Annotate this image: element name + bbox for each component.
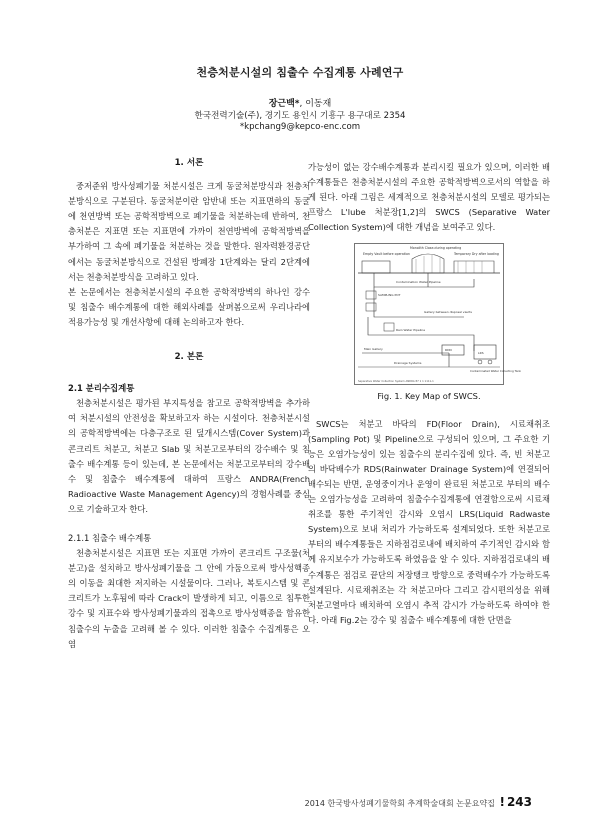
label-drainage: Drainage Systems bbox=[394, 361, 422, 366]
right-column bbox=[308, 160, 550, 628]
label-sampling-pot: SAMPLING POT bbox=[378, 293, 401, 298]
right-paragraph-2: SWCS는 처분고 바닥의 FD(Floor Drain), 시료채취조(Sampling Pot) 및 Pipeline으로 구성되어 있으며, 그 주요한 기능은 오염가능성이 있는 침출수의 분리수집에 있다. 즉, 빈 처분고의 바닥배수가 RDS(Rainwater Drainage System)에 연결되어 배수되는 반면, 운영중이거나 운영이 완료된 처분고로 부터의 배수는 오염가능성을 고려하여 침출수수집계통에 연결함으로써 시료채취조를 통한 주기적인 감시와 오염시 LRS(Liquid Radwaste System)으로 보내 처리가 가능하도록 설계되었다. 또한 처분고로부터의 배수계통들은 지하점검로내에 배치하여 주기적인 감시와 함께 유지보수가 가능하도록 하였음을 알 수 있다. 지하점검로내의 배수계통은 점검로 끝단의 저장탱크 방향으로 중력배수가 가능하도록 설계된다. 시료채취조는 각 처분고마다 그리고 감시편의성을 위해 처분고열마다 배치하여 오염시 추적 감시가 가능하도록 하여야 한다. 아래 Fig.2는 강수 및 침출수 배수계통에 대한 단면을 bbox=[308, 418, 550, 625]
label-collecting-tank: Contaminated Water Collecting Tank bbox=[470, 369, 522, 374]
label-lrs: LRS bbox=[478, 351, 484, 356]
intro-paragraph-1: 중저준위 방사성폐기물 처분시설은 크게 동굴처분방식과 천층처분방식으로 구분된다. 동굴처분이란 암반내 또는 지표면하의 동굴에 천연방벽 또는 공학적방벽으로 폐기물을 처분하는데 반하여, 천층처분은 지표면 또는 지표면에 가까이 천연방벽에 공학적방벽을 부가하여 그 속에 폐기물을 처분하는 것을 말한다. 원자력환경공단에서는 동굴처분방식으로 건설된 방폐장 1단계와는 달리 2단계에서는 천층처분방식을 고려하고 있다. bbox=[68, 181, 310, 282]
swcs-diagram bbox=[354, 243, 522, 385]
footer-text: 2014 한국방사성폐기물학회 추계학술대회 논문요약집 bbox=[304, 799, 498, 808]
label-rdn: RDN bbox=[445, 348, 452, 353]
label-temporary-dry: Temporary Dry after loading bbox=[454, 252, 499, 257]
subsection-heading-2-1: 2.1 분리수집계통 bbox=[68, 383, 135, 394]
left-column bbox=[68, 150, 310, 652]
section-heading-intro: 1. 서론 bbox=[174, 158, 204, 168]
label-gallery: Gallery between disposal vaults bbox=[424, 310, 472, 315]
figure-caption: Fig. 1. Key Map of SWCS. bbox=[377, 391, 481, 402]
label-main-gallery: Main Gallery bbox=[364, 347, 383, 352]
subsection-2-1-1-paragraph: 천층처분시설은 지표면 또는 지표면 가까이 콘크리트 구조물(처분고)을 설치하고 방사성폐기물을 그 안에 가둠으로써 방사성핵종의 이동을 최대한 저지하는 시설물이다. 그러나, 복토시스템 및 콘크리트가 노후됨에 따라 Crack이 발생하게 되고, 이틈으로 침투한 강수 및 지표수와 방사성폐기물과의 접촉으로 방사성핵종을 함유한 침출수의 누출을 고려해 볼 수 있다. 이러한 침출수 수집계통은 오염 bbox=[68, 548, 310, 649]
paper-title: 천층처분시설의 침출수 수집계통 사례연구 bbox=[196, 66, 404, 79]
intro-paragraph-2: 본 논문에서는 천층처분시설의 주요한 공학적방벽의 하나인 강수 및 침출수 배수계통에 대한 해외사례를 살펴봄으로써 우리나라에 적용가능성 및 개선사항에 대해 논의하고자 한다. bbox=[68, 286, 310, 327]
figure-swcs-key-map bbox=[354, 243, 522, 385]
label-monolith: Monolith Close-during operating bbox=[410, 246, 462, 251]
subsection-2-1-paragraph: 천층처분시설은 평가된 부지특성을 참고로 공학적방벽을 추가하여 처분시설의 안전성을 확보하고자 하는 시설이다. 천층처분시설의 공학적방벽에는 다층구조로 된 덮개시스템(Cover System)과 콘크리트 처분고, 처분고 Slab 및 처분고로부터의 강수배수 및 침출수 배수계통 등이 있는데, 본 논문에서는 처분고로부터의 강수배수 및 침출수 배수계통에 대하여 프랑스 ANDRA(French Radioactive Waste Management Agency)의 경험사례를 중심으로 기술하고자 한다. bbox=[68, 398, 310, 514]
page-number: 243 bbox=[506, 795, 532, 809]
page-footer: 2014 한국방사성폐기물학회 추계학술대회 논문요약집 ! 243 bbox=[304, 795, 532, 809]
main-author: 장근백* bbox=[268, 99, 300, 109]
affiliation: 한국전력기술(주), 경기도 용인시 기흥구 용구대로 2354 bbox=[194, 111, 406, 121]
label-empty-vault: Empty Vault before operation bbox=[363, 252, 410, 257]
email[interactable]: *kpchang9@kepco-enc.com bbox=[239, 122, 361, 132]
label-contamination-pipe: Contamination Water Pipeline bbox=[396, 280, 441, 285]
right-paragraph-1: 가능성이 없는 강수배수계통과 분리시킬 필요가 있으며, 이러한 배수계통들은 천층처분시설의 주요한 공학적방벽으로서의 역할을 하게 된다. 아래 그림은 세계적으로 천층처분시설의 모델로 평가되는 프랑스 L'lube 처분장[1,2]의 SWCS (Separative Water Collection System)에 대한 개념을 보여주고 있다. bbox=[308, 162, 550, 233]
co-author: , 이동재 bbox=[299, 99, 332, 109]
author-line bbox=[0, 96, 600, 109]
subsection-heading-2-1-1: 2.1.1 침출수 배수계통 bbox=[68, 532, 152, 543]
label-source: Separative Water Collection System ANDRA 87 1 1 1111-1 bbox=[358, 380, 434, 384]
label-rain-pipe: Rain Water Pipeline bbox=[396, 328, 426, 333]
section-heading-body: 2. 본론 bbox=[174, 352, 204, 363]
